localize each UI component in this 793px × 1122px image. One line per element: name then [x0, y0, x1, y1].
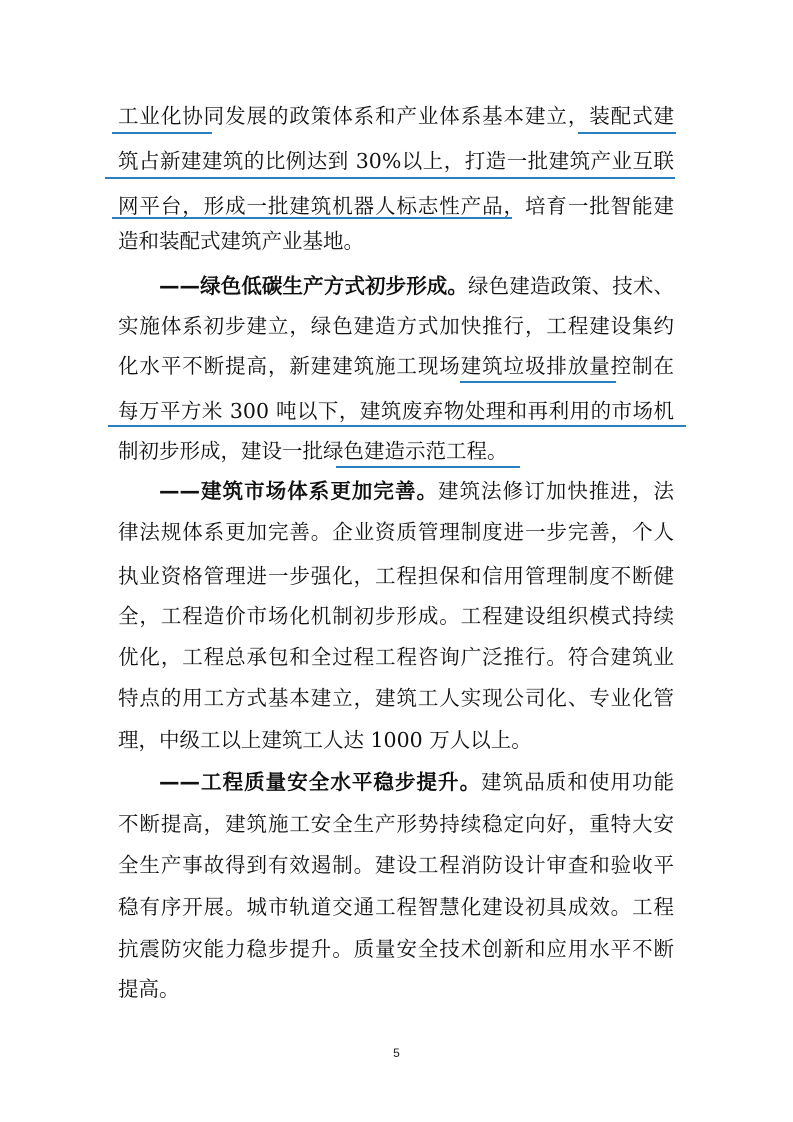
section-text: 绿色建造政策、技术、: [468, 274, 675, 298]
highlight-underline: [112, 132, 212, 134]
text-line: 网平台，形成一批建筑机器人标志性产品，培育一批智能建: [118, 194, 674, 218]
text-line: 执业资格管理进一步强化，工程担保和信用管理制度不断健: [118, 564, 674, 588]
section-heading: ——绿色低碳生产方式初步形成。: [159, 274, 469, 298]
section-first-line: [118, 268, 674, 304]
highlight-underline: [460, 381, 616, 383]
section-text: 建筑法修订加快推进，法: [438, 479, 675, 503]
text-line: 实施体系初步建立，绿色建造方式加快推行，工程建设集约: [118, 314, 674, 338]
text-line: 制初步形成，建设一批绿色建造示范工程。: [118, 439, 508, 463]
section-first-line: [118, 764, 674, 800]
text-line: 不断提高，建筑施工安全生产形势持续稳定向好，重特大安: [118, 812, 674, 836]
section-first-line: [118, 473, 674, 509]
text-line: 每万平方米 300 吨以下，建筑废弃物处理和再利用的市场机: [118, 399, 674, 423]
highlight-underline: [578, 132, 676, 134]
text-line: 工业化协同发展的政策体系和产业体系基本建立，装配式建: [118, 104, 674, 128]
text-line: 优化，工程总承包和全过程工程咨询广泛推行。符合建筑业: [118, 645, 674, 669]
text-line: 化水平不断提高，新建建筑施工现场建筑垃圾排放量控制在: [118, 354, 674, 378]
text-line: 筑占新建建筑的比例达到 30%以上，打造一批建筑产业互联: [118, 149, 674, 173]
text-line: 抗震防灾能力稳步提升。质量安全技术创新和应用水平不断: [118, 937, 674, 961]
section-text: 建筑品质和使用功能: [481, 770, 675, 794]
text-line: 造和装配式建筑产业基地。: [118, 229, 364, 253]
section-heading: ——工程质量安全水平稳步提升。: [159, 770, 482, 794]
page-number: 5: [393, 1046, 400, 1060]
text-line: 全，工程造价市场化机制初步形成。工程建设组织模式持续: [118, 604, 674, 628]
highlight-underline: [112, 217, 512, 219]
highlight-underline: [105, 177, 675, 179]
section-heading: ——建筑市场体系更加完善。: [159, 479, 439, 503]
text-line: 提高。: [118, 977, 180, 1001]
highlight-underline: [336, 466, 520, 468]
text-line: 稳有序开展。城市轨道交通工程智慧化建设初具成效。工程: [118, 895, 674, 919]
text-line: 理，中级工以上建筑工人达 1000 万人以上。: [118, 728, 532, 752]
text-line: 律法规体系更加完善。企业资质管理制度进一步完善，个人: [118, 520, 674, 544]
highlight-underline: [108, 425, 686, 427]
text-line: 特点的用工方式基本建立，建筑工人实现公司化、专业化管: [118, 686, 674, 710]
text-line: 全生产事故得到有效遏制。建设工程消防设计审查和验收平: [118, 853, 674, 877]
